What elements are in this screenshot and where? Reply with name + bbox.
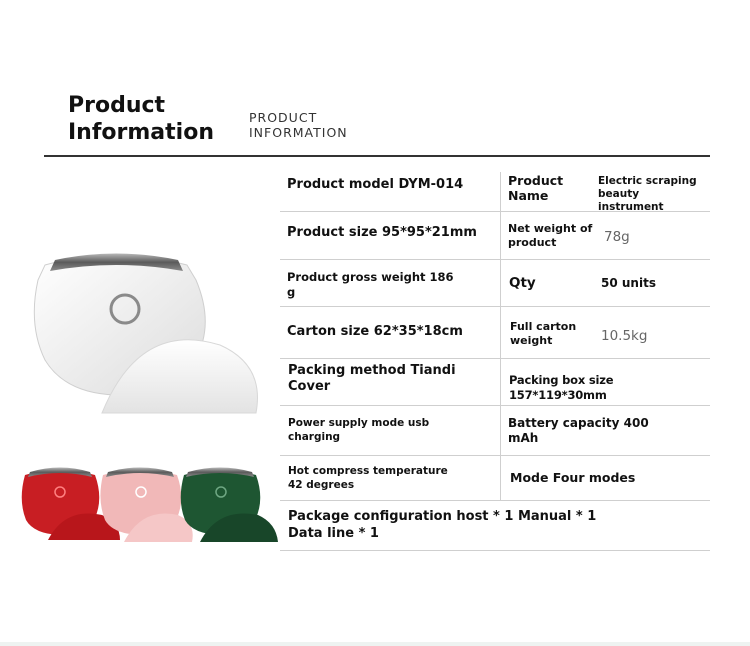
bottom-border xyxy=(0,642,750,646)
spec-net-weight-value: 78g xyxy=(604,229,630,245)
product-illustration xyxy=(20,245,285,545)
column-divider xyxy=(500,172,501,500)
spec-packing-box-size: Packing box size 157*119*30mm xyxy=(509,373,614,402)
spec-full-carton-label: Full carton weight xyxy=(510,320,577,347)
title-divider xyxy=(44,155,710,157)
row-divider xyxy=(280,455,710,456)
white-device-image xyxy=(34,254,257,414)
spec-full-carton-value: 10.5kg xyxy=(601,328,648,344)
spec-gross-weight: Product gross weight 186 g xyxy=(287,270,454,299)
row-divider xyxy=(280,500,710,501)
spec-hot-compress: Hot compress temperature 42 degrees xyxy=(288,465,448,491)
spec-packing-method: Packing method Tiandi Cover xyxy=(288,363,456,394)
spec-battery: Battery capacity 400 mAh xyxy=(508,416,649,445)
row-divider xyxy=(280,550,710,551)
spec-mode: Mode Four modes xyxy=(510,470,636,485)
row-divider xyxy=(280,405,710,406)
row-divider xyxy=(280,259,710,260)
spec-carton-size: Carton size 62*35*18cm xyxy=(287,324,463,339)
spec-net-weight-label: Net weight of product xyxy=(508,222,593,249)
page-title: Product Information xyxy=(68,93,214,145)
spec-size: Product size 95*95*21mm xyxy=(287,225,477,240)
spec-package-config: Package configuration host * 1 Manual * 1 Data line * 1 xyxy=(288,509,597,541)
green-device-image xyxy=(181,468,278,543)
spec-name-label: Product Name xyxy=(508,173,564,203)
row-divider xyxy=(280,306,710,307)
page-subtitle: PRODUCT INFORMATION xyxy=(249,110,348,140)
spec-name-value: Electric scraping beauty instrument xyxy=(598,175,697,213)
spec-qty-label: Qty xyxy=(509,275,536,291)
spec-power-supply: Power supply mode usb charging xyxy=(288,417,430,443)
spec-qty-value: 50 units xyxy=(601,276,656,290)
row-divider xyxy=(280,358,710,359)
spec-model: Product model DYM-014 xyxy=(287,177,464,192)
